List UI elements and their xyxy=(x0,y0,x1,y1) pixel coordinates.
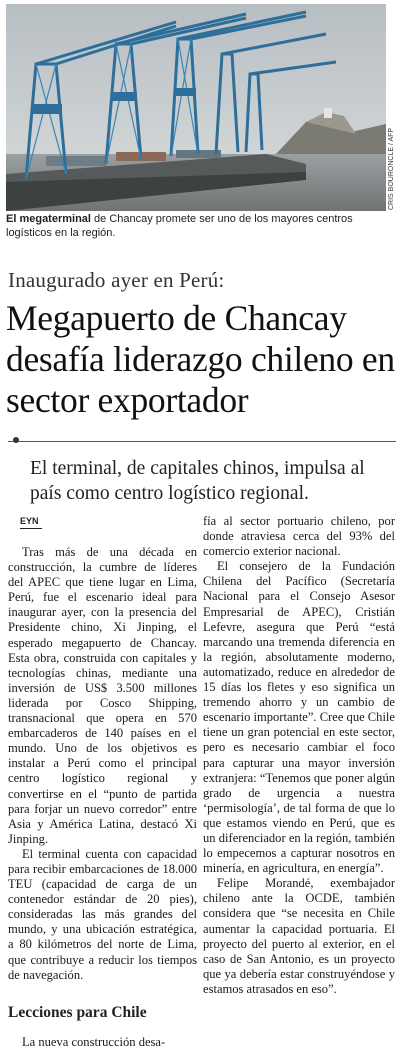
caption-bold: El megaterminal xyxy=(6,213,91,225)
column-2 xyxy=(203,514,395,997)
deck: El terminal, de capitales chinos, impulsa al país como centro logístico regional. xyxy=(30,458,365,504)
paragraph: fía al sector portuario chileno, por donde atraviesa cerca del 93% del comercio exterior nacional. xyxy=(203,514,395,559)
column-1 xyxy=(8,545,197,983)
paragraph: Felipe Morandé, exembajador chileno ante la OCDE, también considera que “se necesita en Chile aumentar la capacidad portuaria. El proyecto del puerto al exterior, en el caso de San Antonio, es un proyecto que ya debería estar construyéndose y estamos atrasados en eso”. xyxy=(203,876,395,996)
column-1-tail xyxy=(8,1035,197,1050)
caption-text: de Chancay promete ser uno de los mayores centros logísticos en la región. xyxy=(6,213,353,239)
paragraph: El terminal cuenta con capacidad para recibir embarcaciones de 18.000 TEU (capacidad de carga de un contenedor estándar de 20 pies), consideradas las más grandes del mundo, y una ubicación estratégica, a 80 kilómetros del norte de Lima, que contribuye a reducir los tiempos de navegación. xyxy=(8,846,197,982)
headline: Megapuerto de Chancay desafía liderazgo chileno en sector exportador xyxy=(6,298,395,420)
byline-rule xyxy=(20,528,42,529)
byline: EYN xyxy=(20,516,39,526)
photo-credit: CRIS BOURONCLE / AFP xyxy=(388,127,395,210)
divider-bullet xyxy=(13,437,19,443)
port-photo xyxy=(6,4,386,211)
paragraph: El consejero de la Fundación Chilena del Pacífico (Secretaría Nacional para el Consejo Asesor Empresarial de APEC), Cristián Lefevre, asegura que Perú “está marcando una tremenda diferencia en la región, absolutamente moderno, automatizado, reduce en alrededor de 15 días los fletes y eso significa un tremendo ahorro y un cambio de escenario importante”. Cree que Chile tiene un gran potencial en este sector, pero es necesario cambiar el foco para capturar una mayor inversión extranjera: “Tenemos que poner algún grado de urgencia a nuestra ‘permisología’, de tal forma de que lo que estamos viendo en Perú, que es un diferenciador en la región, también lo empecemos a capturar nosotros en minería, en agricultura, en energía”. xyxy=(203,559,395,876)
paragraph: La nueva construcción desa- xyxy=(22,1035,166,1049)
kicker: Inaugurado ayer en Perú: xyxy=(8,268,225,292)
port-cranes-image xyxy=(6,4,386,211)
divider-rule xyxy=(8,441,396,442)
subheading: Lecciones para Chile xyxy=(8,1004,147,1021)
photo-caption xyxy=(6,212,386,240)
paragraph: Tras más de una década en construcción, la cumbre de líderes del APEC que tiene lugar en Lima, Perú, fue el escenario ideal para inaugurar ayer, con la presencia del Presidente chino, Xi Jinping, el esperado megapuerto de Chancay. Esta obra, construida con capitales y tecnologías chinas, mediante una inversión de US$ 3.500 millones liderada por Cosco Shipping, transnacional que opera en 570 embarcaderos de 140 países en el mundo. Uno de los objetivos es instalar a Perú como el principal centro logístico regional y convertirse en el “punto de partida para forjar un nuevo corredor” entre Asia y América Latina, destacó Xi Jinping. xyxy=(8,545,197,846)
